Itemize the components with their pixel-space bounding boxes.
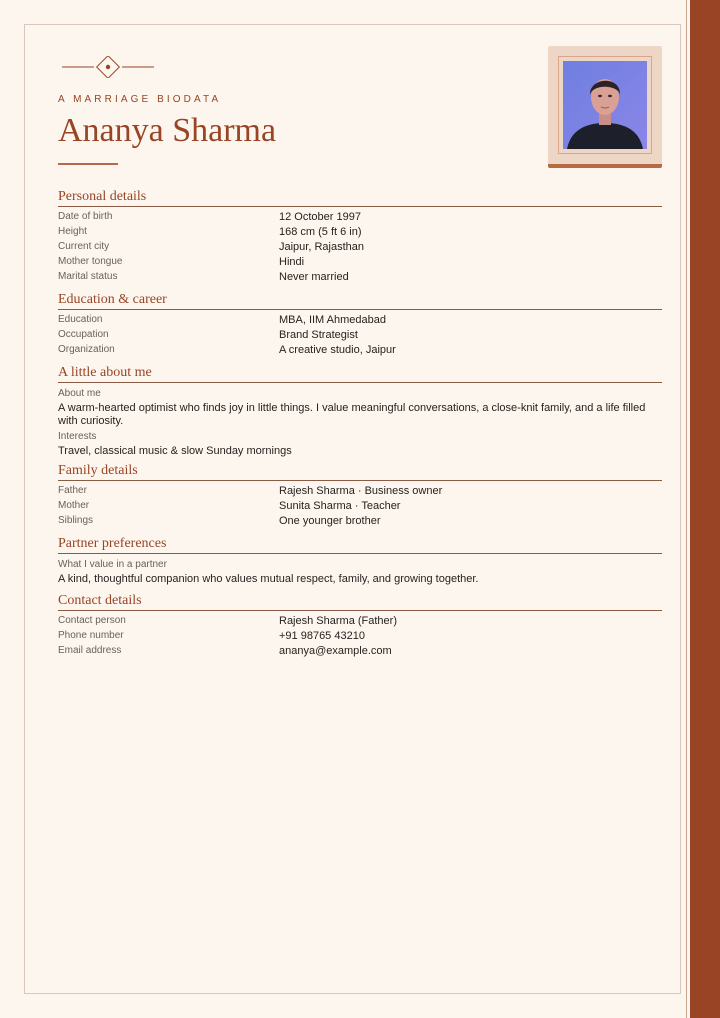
row-label: Father — [58, 485, 87, 496]
diamond-ornament-icon — [62, 56, 154, 78]
row-value: +91 98765 43210 — [279, 630, 365, 642]
section-title: Family details — [58, 462, 662, 481]
side-bar-edge — [686, 0, 687, 1018]
section-title: Personal details — [58, 188, 662, 207]
row-label: Mother tongue — [58, 256, 123, 267]
education-rows — [58, 313, 662, 358]
about-text: A warm-hearted optimist who finds joy in little things. I value meaningful conversations, a close-knit family, and a life filled with curiosity. — [58, 402, 646, 427]
contact-rows — [58, 614, 662, 659]
about-label: About me — [58, 388, 101, 399]
section-partner-preferences — [58, 535, 662, 586]
name-underline — [58, 163, 118, 165]
row-value: 168 cm (5 ft 6 in) — [279, 226, 362, 238]
section-title: Partner preferences — [58, 535, 662, 554]
detail-row — [58, 629, 662, 644]
row-value: Brand Strategist — [279, 329, 358, 341]
row-value: Never married — [279, 271, 349, 283]
side-accent-bar — [690, 0, 720, 1018]
detail-row — [58, 328, 662, 343]
detail-row — [58, 343, 662, 358]
document-eyebrow: A MARRIAGE BIODATA — [58, 94, 222, 105]
row-label: Organization — [58, 344, 115, 355]
portrait-photo-icon — [563, 61, 647, 149]
row-label: Current city — [58, 241, 110, 252]
row-value: Jaipur, Rajasthan — [279, 241, 364, 253]
interests-label: Interests — [58, 431, 97, 442]
row-value: Hindi — [279, 256, 305, 268]
section-family-details — [58, 462, 662, 529]
detail-row[interactable] — [58, 644, 662, 659]
photo-frame — [548, 46, 662, 168]
interests-text: Travel, classical music & slow Sunday mornings — [58, 445, 292, 457]
detail-row — [58, 240, 662, 255]
row-value: One younger brother — [279, 515, 381, 527]
section-personal-details — [58, 188, 662, 285]
row-label: Height — [58, 226, 87, 237]
family-rows — [58, 484, 662, 529]
person-name: Ananya Sharma — [58, 112, 277, 149]
detail-row — [58, 225, 662, 240]
row-value: 12 October 1997 — [279, 211, 361, 223]
detail-row — [58, 499, 662, 514]
section-title: Education & career — [58, 291, 662, 310]
section-contact-details — [58, 592, 662, 659]
partner-text: A kind, thoughtful companion who values mutual respect, family, and growing together. — [58, 573, 479, 585]
photo-inner-border — [558, 56, 652, 154]
detail-row — [58, 313, 662, 328]
row-label: Siblings — [58, 515, 94, 526]
row-label: Mother — [58, 500, 90, 511]
detail-row — [58, 484, 662, 499]
row-value: A creative studio, Jaipur — [279, 344, 396, 356]
personal-rows — [58, 210, 662, 285]
section-about-me — [58, 364, 662, 458]
section-title: Contact details — [58, 592, 662, 611]
section-education-career — [58, 291, 662, 358]
detail-row — [58, 514, 662, 529]
row-label: Occupation — [58, 329, 109, 340]
row-value: MBA, IIM Ahmedabad — [279, 314, 386, 326]
row-label: Contact person — [58, 615, 126, 626]
email-link[interactable]: ananya@example.com — [279, 645, 392, 657]
section-title: A little about me — [58, 364, 662, 383]
row-value: Sunita Sharma · Teacher — [279, 500, 401, 512]
row-label: Email address — [58, 645, 122, 656]
row-label: Date of birth — [58, 211, 113, 222]
row-label: Marital status — [58, 271, 118, 282]
row-label: Education — [58, 314, 103, 325]
row-label: Phone number — [58, 630, 124, 641]
row-value: Rajesh Sharma (Father) — [279, 615, 397, 627]
partner-label: What I value in a partner — [58, 559, 167, 570]
row-value: Rajesh Sharma · Business owner — [279, 485, 443, 497]
detail-row — [58, 255, 662, 270]
detail-row — [58, 614, 662, 629]
detail-row — [58, 210, 662, 225]
detail-row — [58, 270, 662, 285]
